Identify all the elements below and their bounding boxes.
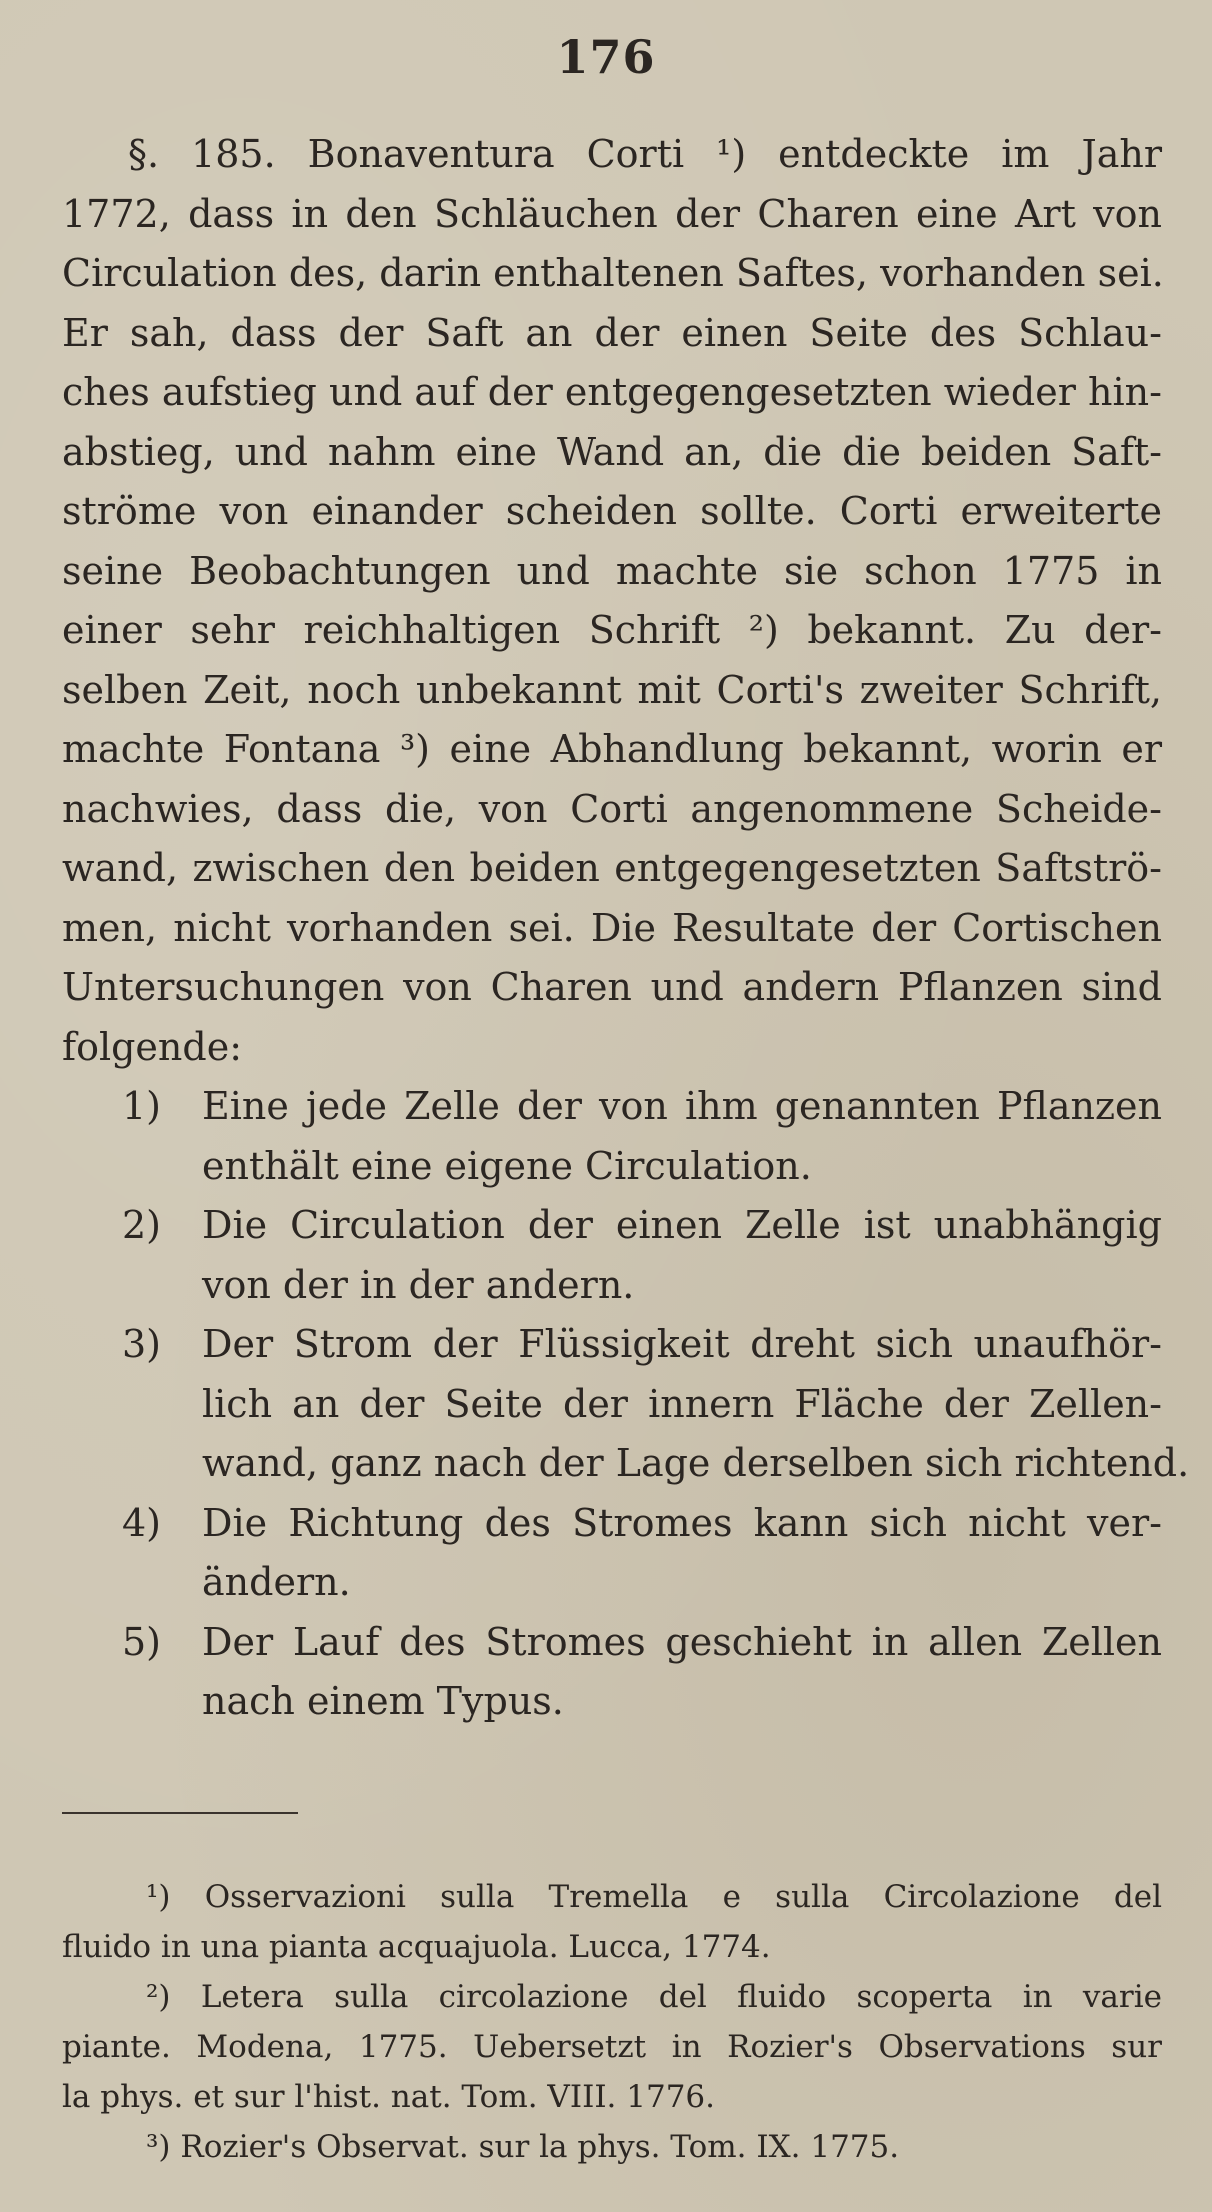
footnote-line: piante. Modena, 1775. Uebersetzt in Rozier's Observations sur	[62, 2029, 1162, 2065]
paragraph-line: §. 185. Bonaventura Corti ¹) entdeckte im Jahr	[128, 132, 1162, 176]
paragraph-line: Circulation des, darin enthaltenen Saftes, vorhanden sei.	[62, 251, 1164, 295]
body-text	[62, 125, 1190, 1732]
paragraph-line: 1772, dass in den Schläuchen der Charen eine Art von	[62, 191, 1162, 236]
paragraph-line: abstieg, und nahm eine Wand an, die die beiden Saft-	[62, 429, 1162, 474]
list-item-text: von der in der andern.	[202, 1262, 635, 1307]
paragraph-line: men, nicht vorhanden sei. Die Resultate der Cortischen	[62, 905, 1162, 950]
paragraph-line: machte Fontana ³) eine Abhandlung bekannt, worin er	[62, 727, 1162, 771]
footnote-line: la phys. et sur l'hist. nat. Tom. VIII. 1776.	[62, 2079, 716, 2115]
paragraph-line: selben Zeit, noch unbekannt mit Corti's zweiter Schrift,	[62, 667, 1162, 712]
paragraph-line: folgende:	[62, 1024, 242, 1069]
footnote	[62, 1972, 1162, 2122]
paragraph-line: seine Beobachtungen und machte sie schon 1775 in	[62, 548, 1162, 593]
footnotes	[62, 1872, 1162, 2172]
footnote-line: ¹) Osservazioni sulla Tremella e sulla Circolazione del	[146, 1879, 1162, 1915]
paragraph-line: ches aufstieg und auf der entgegengesetzten wieder hin-	[62, 370, 1162, 414]
list-item-text: Die Circulation der einen Zelle ist unabhängig	[202, 1203, 1162, 1247]
footnote	[62, 1872, 1162, 1972]
list-item-text: Der Lauf des Stromes geschieht in allen Zellen	[202, 1619, 1162, 1664]
footnote-divider	[62, 1812, 298, 1814]
list-item	[62, 1494, 1162, 1613]
footnote-line: ³) Rozier's Observat. sur la phys. Tom. IX. 1775.	[146, 2129, 900, 2165]
list-item-text: nach einem Typus.	[202, 1679, 564, 1723]
list-item-text: ändern.	[202, 1560, 351, 1604]
list-item-text: wand, ganz nach der Lage derselben sich richtend.	[202, 1441, 1190, 1485]
list-item-text: Der Strom der Flüssigkeit dreht sich unaufhör-	[202, 1322, 1162, 1366]
list-number: 5)	[122, 1619, 162, 1664]
footnote	[62, 2122, 1162, 2172]
list-item-text: enthält eine eigene Circulation.	[202, 1143, 812, 1188]
paragraph-line: nachwies, dass die, von Corti angenommene Scheide-	[62, 786, 1162, 831]
paragraph-line: ströme von einander scheiden sollte. Corti erweiterte	[62, 489, 1162, 533]
list-item-text: Die Richtung des Stromes kann sich nicht ver-	[202, 1500, 1162, 1545]
paragraph-line: wand, zwischen den beiden entgegengesetzten Saftströ-	[62, 846, 1162, 890]
numbered-list	[62, 1077, 1190, 1732]
list-item-text: Eine jede Zelle der von ihm genannten Pflanzen	[202, 1084, 1162, 1128]
list-item	[62, 1613, 1162, 1732]
list-item	[62, 1077, 1162, 1196]
paragraph-line: Er sah, dass der Saft an der einen Seite des Schlau-	[62, 310, 1162, 355]
list-number: 1)	[122, 1084, 162, 1128]
list-item-text: lich an der Seite der innern Fläche der Zellen-	[202, 1381, 1162, 1426]
list-item	[62, 1196, 1162, 1315]
page-number: 176	[556, 30, 656, 84]
paragraph-line: Untersuchungen von Charen und andern Pflanzen sind	[62, 965, 1162, 1009]
list-number: 4)	[122, 1500, 162, 1545]
footnote-line: ²) Letera sulla circolazione del fluido scoperta in varie	[146, 1979, 1162, 2015]
list-number: 3)	[122, 1322, 162, 1366]
list-item	[62, 1315, 1190, 1494]
paragraph-line: einer sehr reichhaltigen Schrift ²) bekannt. Zu der-	[62, 608, 1162, 652]
list-number: 2)	[122, 1203, 162, 1247]
footnote-line: fluido in una pianta acquajuola. Lucca, 1774.	[62, 1929, 771, 1965]
